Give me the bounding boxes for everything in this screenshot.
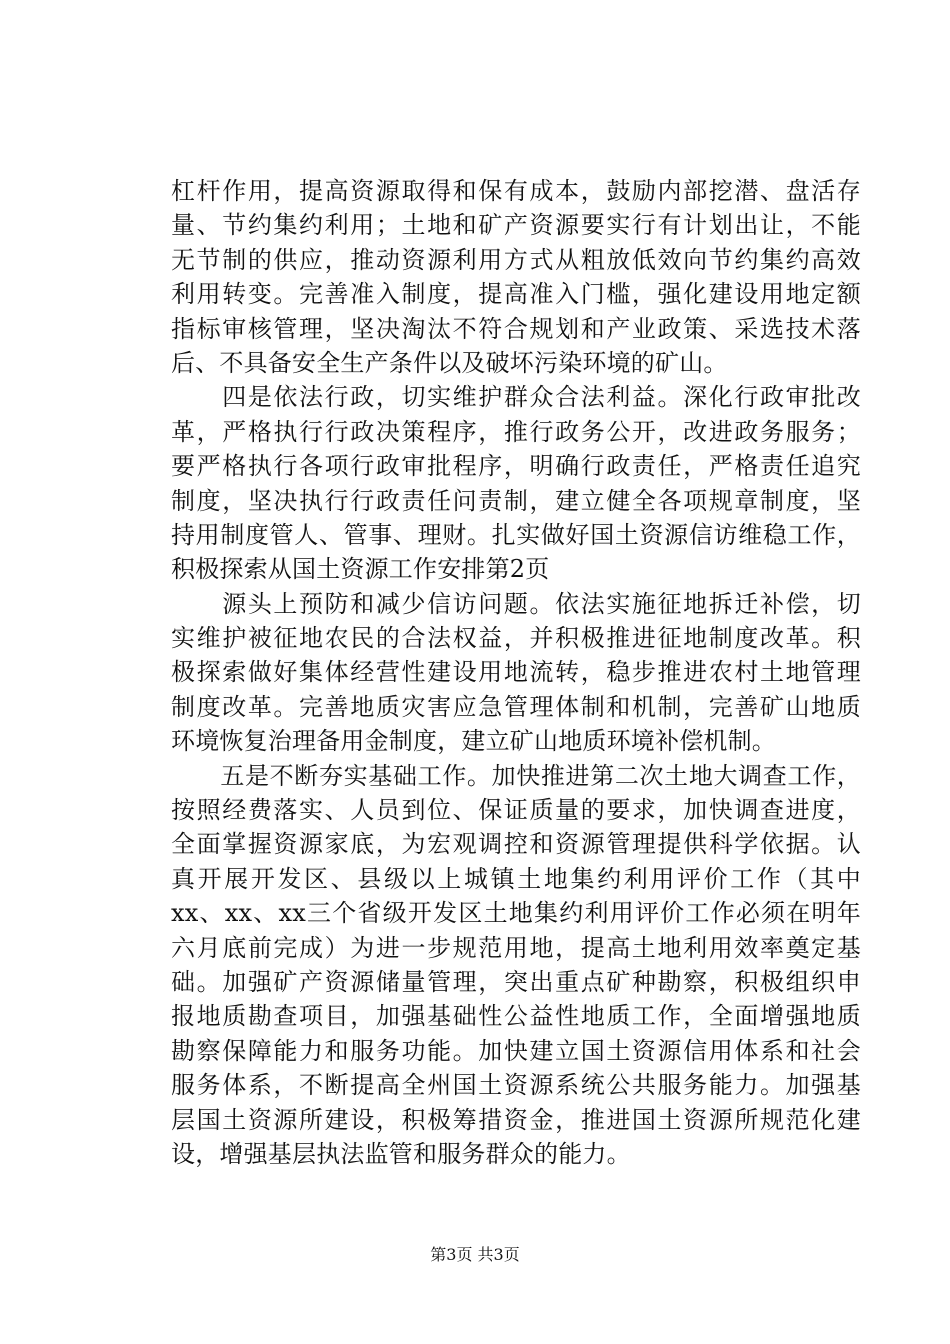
text-line: 四是依法行政，切实维护群众合法利益。深化行政审批改 — [171, 383, 861, 412]
text-line: 杠杆作用，提高资源取得和保有成本，鼓励内部挖潜、盘活存 — [171, 177, 861, 205]
text-line: 真开展开发区、县级以上城镇土地集约利用评价工作（其中 — [171, 864, 861, 893]
text-line: 础。加强矿产资源储量管理，突出重点矿种勘察，积极组织申 — [171, 967, 861, 996]
text-line: 层国土资源所建设，积极筹措资金，推进国土资源所规范化建 — [171, 1105, 861, 1134]
text-line: 实维护被征地农民的合法权益，并积极推进征地制度改革。积 — [171, 624, 861, 653]
text-line: 极探索做好集体经营性建设用地流转，稳步推进农村土地管理 — [171, 658, 861, 687]
text-line: 六月底前完成）为进一步规范用地，提高土地利用效率奠定基 — [171, 933, 861, 962]
text-line: 按照经费落实、人员到位、保证质量的要求，加快调查进度， — [171, 796, 861, 825]
text-line: xx、xx、xx三个省级开发区土地集约利用评价工作必须在明年 — [171, 899, 861, 928]
text-line: 持用制度管人、管事、理财。扎实做好国土资源信访维稳工作， — [171, 520, 861, 549]
text-line: 利用转变。完善准入制度，提高准入门槛，强化建设用地定额 — [171, 280, 861, 309]
text-line: 指标审核管理，坚决淘汰不符合规划和产业政策、采选技术落 — [171, 314, 861, 343]
text-line: 报地质勘查项目，加强基础性公益性地质工作，全面增强地质 — [171, 1002, 861, 1031]
page-footer: 第3页 共3页 — [430, 1245, 520, 1264]
document-body — [171, 174, 861, 1171]
text-line: 五是不断夯实基础工作。加快推进第二次土地大调查工作， — [171, 761, 861, 790]
text-line: 量、节约集约利用；土地和矿产资源要实行有计划出让，不能 — [171, 211, 861, 240]
text-line: 革，严格执行行政决策程序，推行政务公开，改进政务服务； — [171, 417, 861, 446]
text-line: 后、不具备安全生产条件以及破坏污染环境的矿山。 — [171, 348, 728, 377]
text-line: 积极探索从国土资源工作安排第2页 — [171, 555, 550, 584]
text-line: 勘察保障能力和服务功能。加快建立国土资源信用体系和社会 — [171, 1036, 861, 1065]
text-line: 源头上预防和减少信访问题。依法实施征地拆迁补偿，切 — [171, 589, 861, 618]
text-line: 要严格执行各项行政审批程序，明确行政责任，严格责任追究 — [171, 452, 861, 481]
text-line: 制度，坚决执行行政责任问责制，建立健全各项规章制度，坚 — [171, 486, 861, 515]
text-line: 环境恢复治理备用金制度，建立矿山地质环境补偿机制。 — [171, 727, 776, 756]
text-line: 服务体系，不断提高全州国土资源系统公共服务能力。加强基 — [171, 1071, 861, 1100]
text-line: 全面掌握资源家底，为宏观调控和资源管理提供科学依据。认 — [171, 830, 861, 859]
text-line: 设，增强基层执法监管和服务群众的能力。 — [171, 1139, 631, 1168]
text-line: 制度改革。完善地质灾害应急管理体制和机制，完善矿山地质 — [171, 692, 861, 721]
text-line: 无节制的供应，推动资源利用方式从粗放低效向节约集约高效 — [171, 245, 861, 274]
